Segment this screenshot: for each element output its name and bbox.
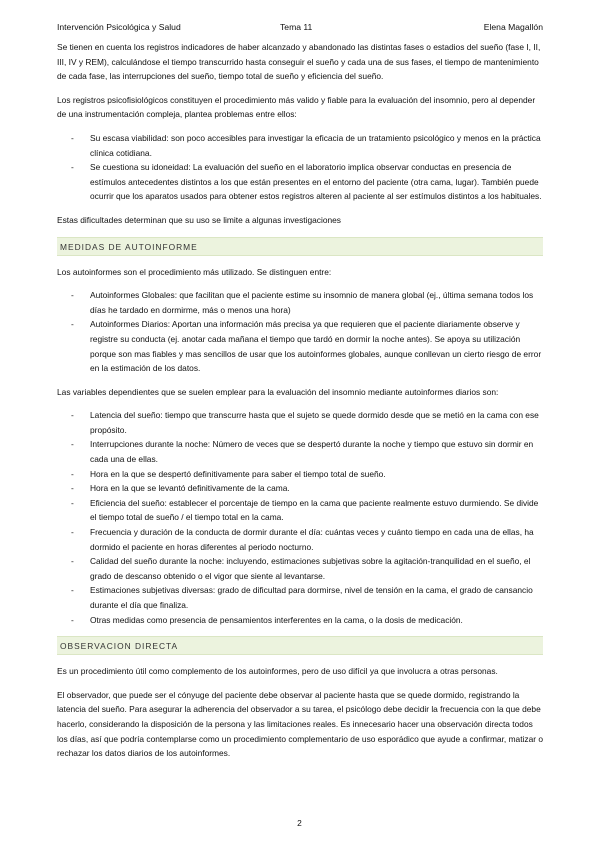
list-item: - Latencia del sueño: tiempo que transcurre hasta que el sujeto se quede dormido desde que se metió en la cama con ese propósito.	[57, 408, 543, 437]
paragraph: Las variables dependientes que se suelen emplear para la evaluación del insomnio mediante autoinformes diarios son:	[57, 386, 499, 397]
paragraph: Los registros psicofisiológicos constituyen el procedimiento más valido y fiable para la evaluación del insomnio, pero al depender de una instrumentación compleja, plantea problemas entre ellos:	[57, 94, 536, 120]
header-author: Elena Magallón	[483, 22, 543, 32]
paragraph: Estas dificultades determinan que su uso se limite a algunas investigaciones	[57, 214, 341, 225]
list-item: - Se cuestiona su idoneidad: La evaluación del sueño en el laboratorio implica observar conductas en presencia de estímulos antecedentes distintos a los que están presentes en el entorno del paciente (otra cama, lugar). También puede ocurrir que los aparatos usados para obtener estos registros alteren al paciente al ser estímulos distintos a los habituales.	[57, 160, 543, 204]
header-topic: Tema 11	[280, 22, 313, 32]
autoinforme-types-list	[57, 288, 543, 376]
section-heading-autoinforme: MEDIDAS DE AUTOINFORME	[57, 237, 543, 256]
list-item: - Eficiencia del sueño: establecer el porcentaje de tiempo en la cama que paciente realmente estuvo durmiendo. Se divide el tiempo total de sueño / el tiempo total en la cama.	[57, 496, 543, 525]
list-item: - Hora en la que se despertó definitivamente para saber el tiempo total de sueño.	[57, 467, 543, 482]
section-heading-observacion: OBSERVACION DIRECTA	[57, 636, 543, 655]
list-item: - Calidad del sueño durante la noche: incluyendo, estimaciones subjetivas sobre la agitación-tranquilidad en el sueño, el grado de descanso obtenido o el vigor que siente al levantarse.	[57, 554, 543, 583]
page-number: 2	[297, 818, 302, 828]
list-item: - Hora en la que se levantó definitivamente de la cama.	[57, 481, 543, 496]
list-item: - Su escasa viabilidad: son poco accesibles para investigar la eficacia de un tratamiento psicológico y menos en la práctica clínica cotidiana.	[57, 131, 543, 160]
header-course-title: Intervención Psicológica y Salud	[57, 22, 181, 32]
variables-list	[57, 408, 543, 627]
list-item: - Frecuencia y duración de la conducta de dormir durante el día: cuántas veces y cuánto tiempo en cada una de ellas, ha dormido el paciente en horas diferentes al periodo nocturno.	[57, 525, 543, 554]
list-item: - Autoinformes Diarios: Aportan una información más precisa ya que requieren que el paciente diariamente observe y registre su conducta (ej. anotar cada mañana el tiempo que tardó en dormir la noche antes). Se apoya su utilización porque son mas fiables y mas sencillos de usar que los autoinformes globales, aunque conllevan un cierto riesgo de error en la estimación de los datos.	[57, 317, 543, 375]
list-item: - Otras medidas como presencia de pensamientos interferentes en la cama, o la dosis de medicación.	[57, 613, 543, 628]
list-item: - Estimaciones subjetivas diversas: grado de dificultad para dormirse, nivel de tensión en la cama, el grado de cansancio durante el día que finaliza.	[57, 583, 543, 612]
problems-list	[57, 131, 543, 204]
page-content	[57, 40, 543, 770]
paragraph: El observador, que puede ser el cónyuge del paciente debe observar al paciente hasta que se quede dormido, registrando la latencia del sueño. Para asegurar la adherencia del observador a su tarea, el psicólogo debe decidir la frecuencia con la que debe hacerlo, considerando la disposición de la persona y las limitaciones reales. Es innecesario hacer una observación directa todos los días, así que podría contemplarse como un procedimiento complementario de uso esporádico que ayude a confirmar, matizar o rechazar los datos diarios de los autoinformes.	[57, 689, 544, 759]
paragraph: Se tienen en cuenta los registros indicadores de haber alcanzado y abandonado las distintas fases o estadios del sueño (fase I, II, III, IV y REM), calculándose el tiempo transcurrido hasta conseguir el sueño y cada una de sus fases, el tiempo de mantenimiento de cada fase, las interrupciones del sueño, tiempo total de sueño y eficiencia del sueño.	[57, 42, 541, 82]
list-item: - Autoinformes Globales: que facilitan que el paciente estime su insomnio de manera global (ej., última semana todos los días he tardado en dormirme, más o menos una hora)	[57, 288, 543, 317]
paragraph: Los autoinformes son el procedimiento más utilizado. Se distinguen entre:	[57, 266, 332, 277]
paragraph: Es un procedimiento útil como complemento de los autoinformes, pero de uso difícil ya que involucra a otras personas.	[57, 666, 498, 677]
list-item: - Interrupciones durante la noche: Número de veces que se despertó durante la noche y tiempo que estuvo sin dormir en cada una de ellas.	[57, 437, 543, 466]
page-header	[57, 20, 543, 34]
